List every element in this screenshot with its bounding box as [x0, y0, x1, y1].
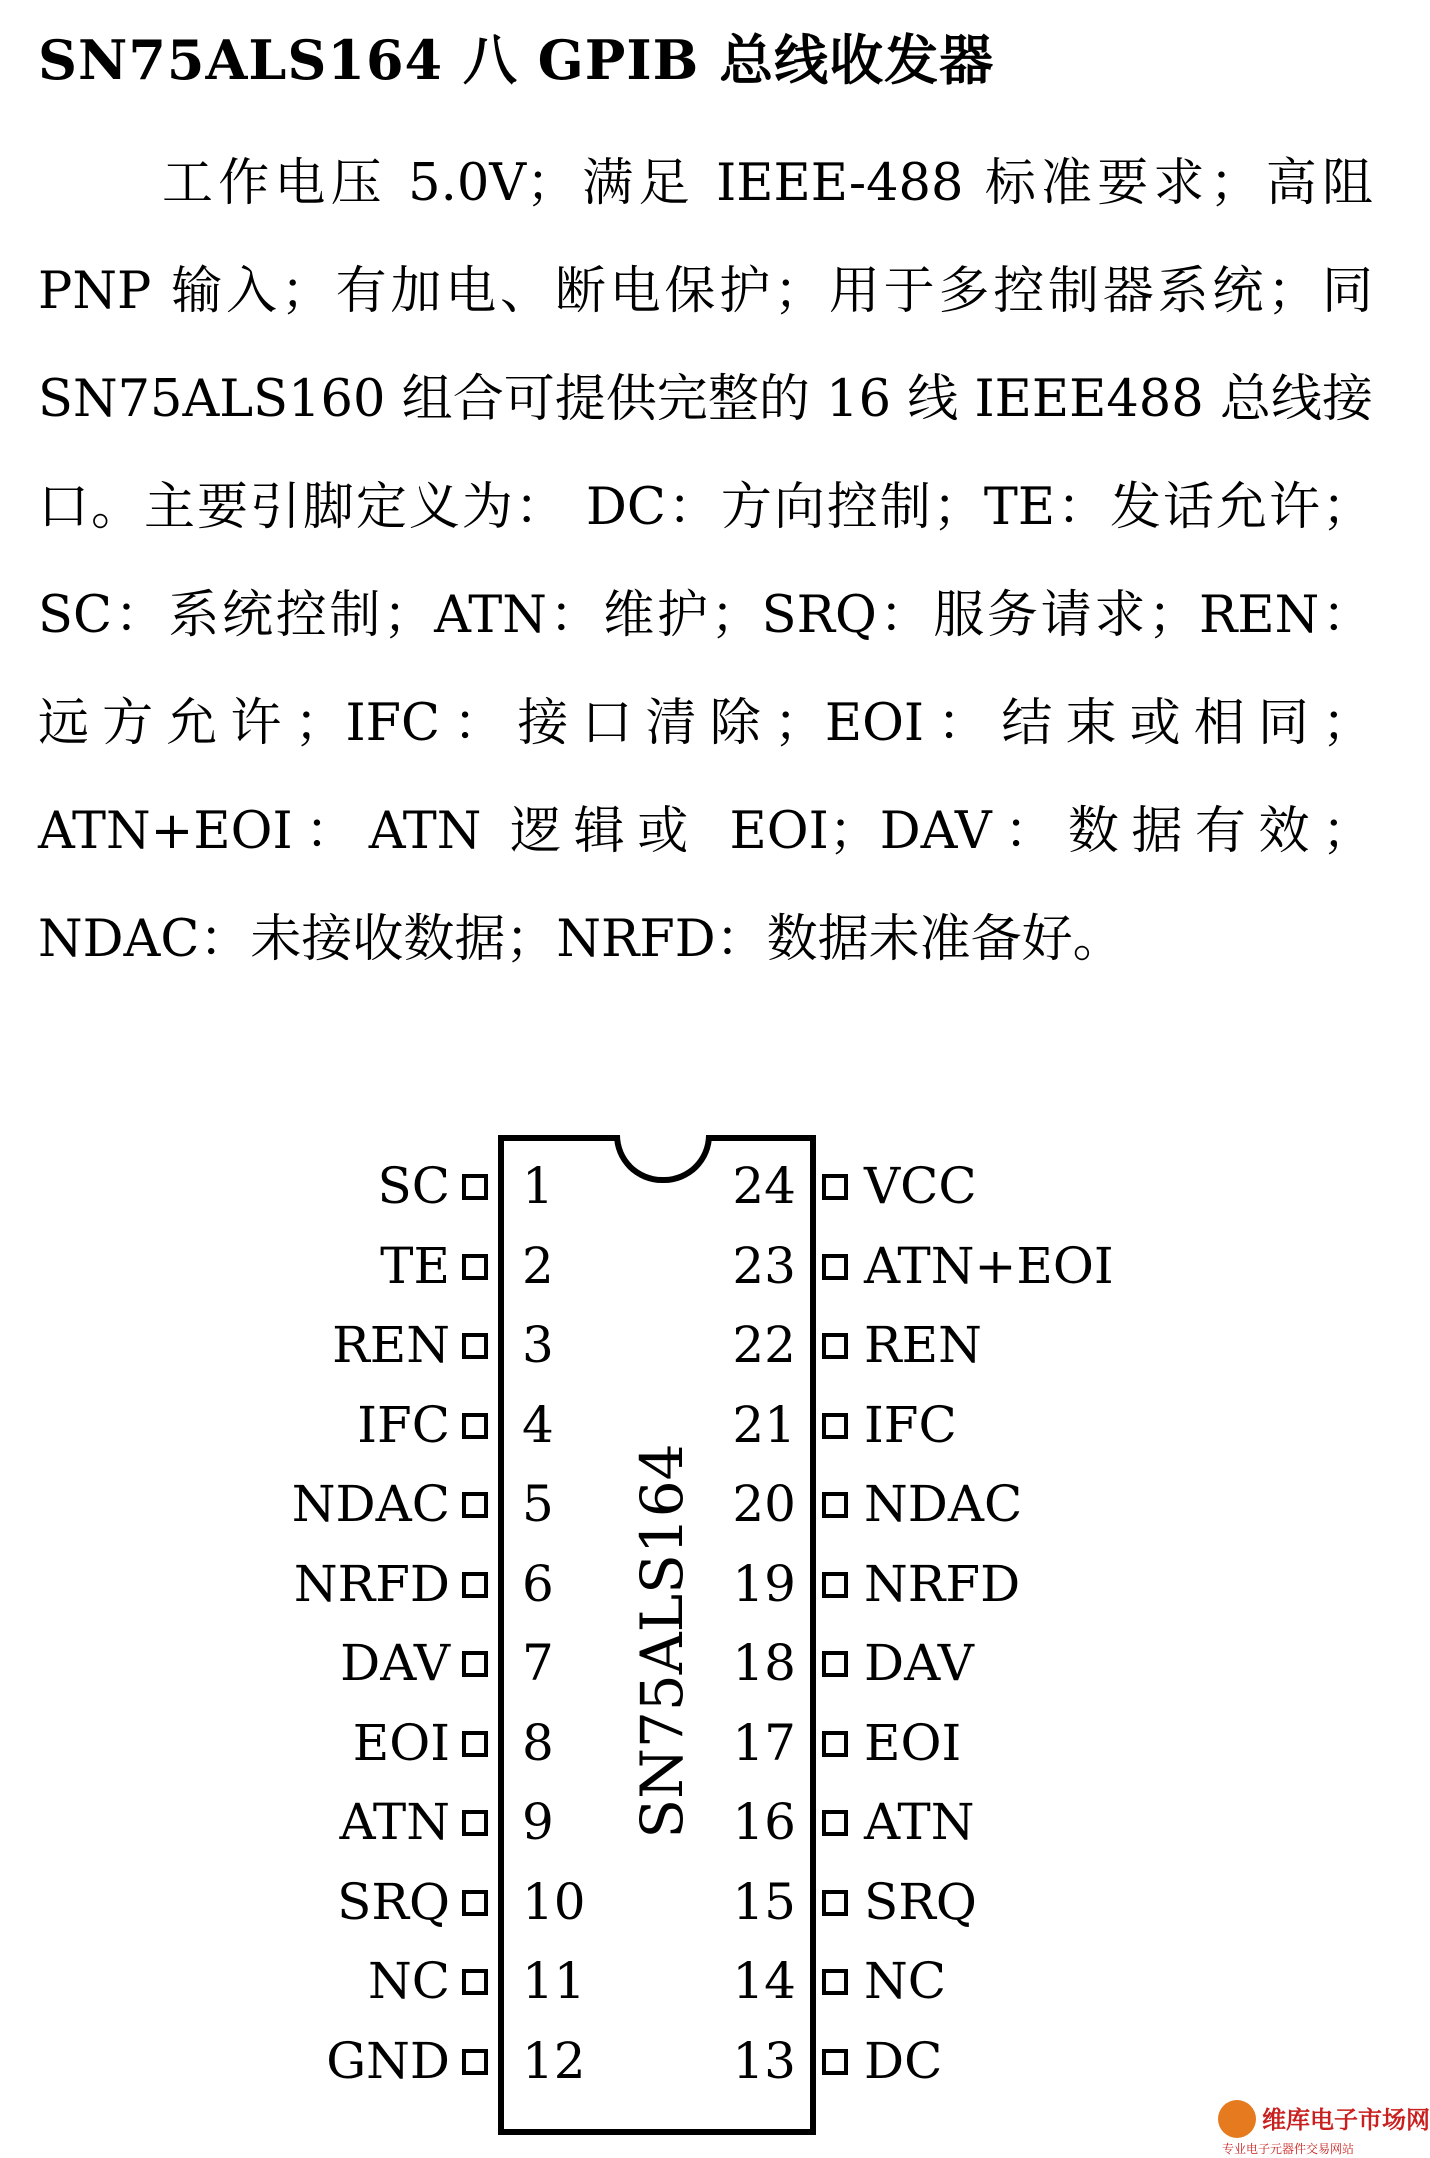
watermark-brand: 维库 [1262, 2106, 1310, 2134]
pin-name-left: TE [380, 1236, 450, 1295]
pin-box-right [822, 1413, 848, 1439]
pin-name-left: SC [377, 1157, 450, 1215]
pin-name-right: NRFD [864, 1554, 1021, 1613]
pin-box-left [462, 1810, 488, 1836]
description-paragraph: 工作电压 5.0V；满足 IEEE-488 标准要求；高阻 PNP 输入；有加电、断电保护；用于多控制器系统；同 SN75ALS160 组合可提供完整的 16 线 IEEE488 总线接口。主要引脚定义为： DC：方向控制；TE：发话允许；SC：系统控制；ATN：维护；SRQ：服务请求；REN：远方允许；IFC：接口清除；EOI：结束或相同；ATN+EOI：ATN 逻辑或 EOI；DAV：数据有效；NDAC：未接收数据；NRFD：数据未准备好。 [38, 154, 1373, 969]
pin-name-left: DAV [340, 1634, 450, 1692]
pin-number-left: 1 [522, 1157, 554, 1215]
pin-box-right [822, 1890, 848, 1916]
pin-box-left [462, 2049, 488, 2075]
watermark-logo-icon [1218, 2100, 1256, 2138]
pin-name-right: NDAC [864, 1475, 1023, 1533]
pin-name-right: SRQ [864, 1872, 977, 1931]
pin-box-right [822, 1572, 848, 1598]
pin-number-right: 14 [732, 1952, 796, 2010]
pin-name-left: NDAC [291, 1475, 450, 1533]
pin-number-right: 20 [732, 1475, 796, 1533]
pin-name-right: DAV [864, 1634, 974, 1692]
pin-name-right: NC [864, 1952, 947, 2010]
pin-box-right [822, 2049, 848, 2075]
pin-name-right: EOI [864, 1713, 962, 1772]
pin-box-right [822, 1969, 848, 1995]
pin-name-left: NC [367, 1952, 450, 2010]
pin-name-left: NRFD [293, 1554, 450, 1613]
pin-number-left: 10 [522, 1872, 586, 1931]
pin-name-right: VCC [864, 1157, 977, 1215]
pin-name-right: ATN+EOI [864, 1236, 1114, 1295]
pin-box-left [462, 1174, 488, 1200]
page-title: SN75ALS164 八 GPIB 总线收发器 [38, 28, 995, 92]
pin-number-left: 8 [522, 1713, 554, 1772]
pin-number-right: 22 [732, 1316, 796, 1374]
pin-box-left [462, 1890, 488, 1916]
pin-name-right: ATN [864, 1793, 975, 1851]
pin-box-right [822, 1254, 848, 1280]
pin-box-left [462, 1254, 488, 1280]
pin-number-right: 23 [732, 1236, 796, 1295]
pin-number-right: 15 [732, 1872, 796, 1931]
pin-number-right: 19 [732, 1554, 796, 1613]
pin-box-right [822, 1810, 848, 1836]
pin-box-left [462, 1413, 488, 1439]
pin-box-left [462, 1492, 488, 1518]
pin-number-left: 6 [522, 1554, 554, 1613]
pin-box-right [822, 1333, 848, 1359]
chip-notch [614, 1135, 712, 1183]
watermark-site: 电子市场网 [1310, 2106, 1430, 2134]
pin-name-left: EOI [352, 1713, 450, 1772]
pin-box-left [462, 1731, 488, 1757]
pin-name-right: IFC [864, 1395, 957, 1454]
pin-box-left [462, 1969, 488, 1995]
pin-name-right: REN [864, 1316, 982, 1374]
pin-box-right [822, 1492, 848, 1518]
pin-number-right: 21 [732, 1395, 796, 1454]
pin-name-left: GND [326, 2031, 450, 2090]
pin-number-left: 4 [522, 1395, 554, 1454]
watermark-title [1262, 2100, 1430, 2135]
pin-name-left: REN [332, 1316, 450, 1374]
pin-box-right [822, 1174, 848, 1200]
pin-number-right: 24 [732, 1157, 796, 1215]
pin-box-left [462, 1572, 488, 1598]
pin-box-left [462, 1651, 488, 1677]
pin-name-left: ATN [339, 1793, 450, 1851]
pin-name-right: DC [864, 2031, 943, 2090]
pin-box-left [462, 1333, 488, 1359]
pin-number-right: 17 [732, 1713, 796, 1772]
pin-box-right [822, 1651, 848, 1677]
watermark-subtitle: 专业电子元器件交易网站 [1222, 2142, 1355, 2156]
pin-number-left: 12 [522, 2031, 586, 2090]
pin-number-left: 2 [522, 1236, 554, 1295]
pin-number-left: 7 [522, 1634, 554, 1692]
chip-label: SN75ALS164 [628, 1443, 696, 1839]
pin-number-left: 9 [522, 1793, 554, 1851]
pin-number-left: 5 [522, 1475, 554, 1533]
pin-number-right: 16 [732, 1793, 796, 1851]
pin-box-right [822, 1731, 848, 1757]
pin-name-left: SRQ [337, 1872, 450, 1931]
pin-number-right: 13 [732, 2031, 796, 2090]
pin-number-left: 11 [522, 1952, 586, 2010]
pin-name-left: IFC [357, 1395, 450, 1454]
pin-number-left: 3 [522, 1316, 554, 1374]
pin-number-right: 18 [732, 1634, 796, 1692]
